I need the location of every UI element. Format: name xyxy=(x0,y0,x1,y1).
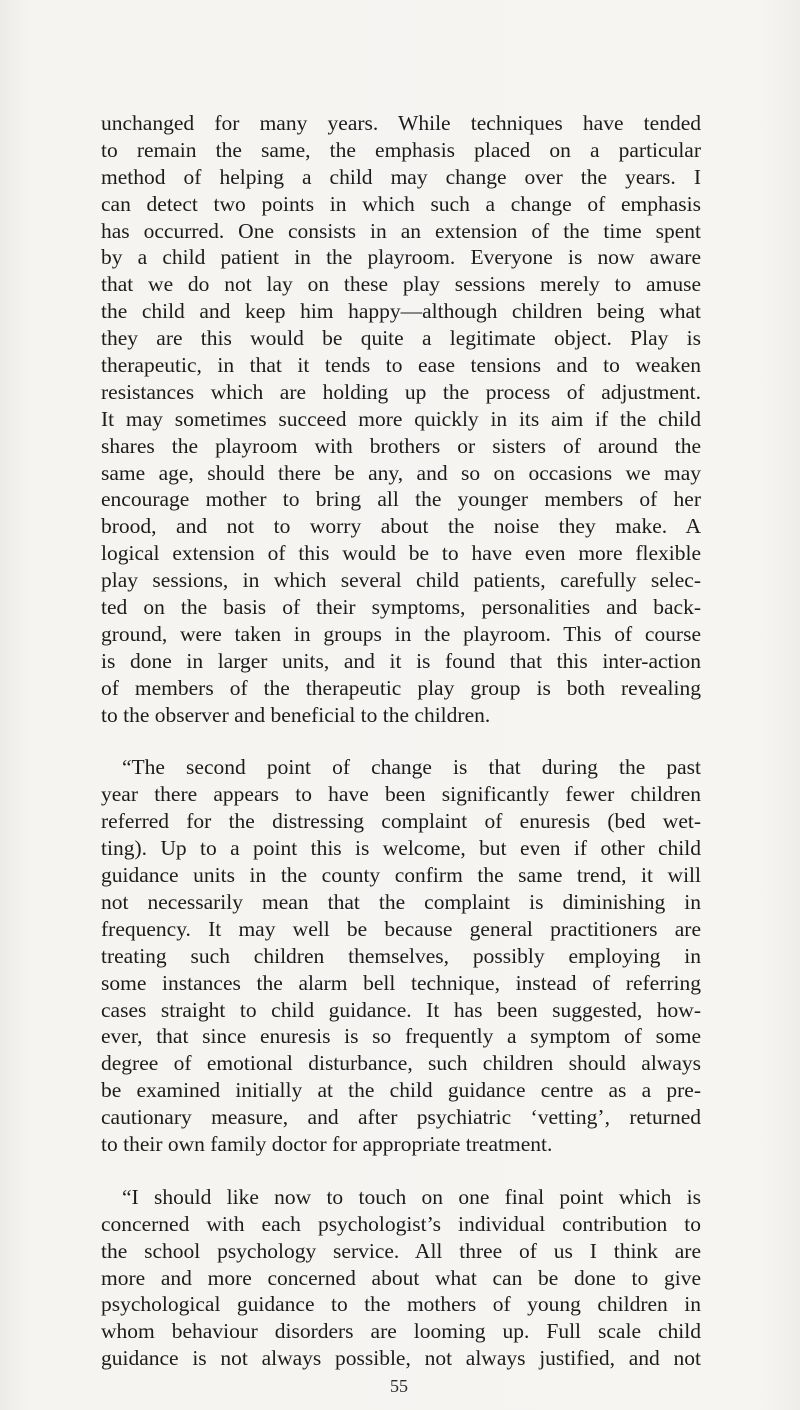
text-line: It may sometimes succeed more quickly in its aim if the child xyxy=(101,406,701,431)
text-line: has occurred. One consists in an extension of the time spent xyxy=(101,218,701,243)
text-line: is done in larger units, and it is found that this inter-action xyxy=(101,648,701,673)
text-line: can detect two points in which such a change of emphasis xyxy=(101,191,701,216)
text-line: ground, were taken in groups in the playroom. This of course xyxy=(101,621,701,646)
text-line: be examined initially at the child guidance centre as a pre- xyxy=(101,1078,701,1103)
text-line: more and more concerned about what can be done to give xyxy=(101,1265,701,1290)
page-number: 55 xyxy=(390,1376,408,1396)
text-line: “The second point of change is that during the past xyxy=(122,755,701,780)
paragraph-1 xyxy=(101,110,701,728)
text-line: cases straight to child guidance. It has been suggested, how- xyxy=(101,997,701,1022)
text-line: to their own family doctor for appropriate treatment. xyxy=(101,1131,553,1156)
text-line: resistances which are holding up the process of adjustment. xyxy=(101,379,701,404)
text-line: encourage mother to bring all the younger members of her xyxy=(101,487,701,512)
paragraph-3 xyxy=(101,1184,701,1372)
text-line: to remain the same, the emphasis placed on a particular xyxy=(101,137,701,162)
text-line: same age, should there be any, and so on occasions we may xyxy=(101,460,701,485)
text-line: that we do not lay on these play sessions merely to amuse xyxy=(101,272,701,297)
text-line: of members of the therapeutic play group is both revealing xyxy=(101,675,701,700)
text-line: concerned with each psychologist’s individual contribution to xyxy=(101,1211,701,1236)
text-line: by a child patient in the playroom. Everyone is now aware xyxy=(101,245,701,270)
text-line: they are this would be quite a legitimate object. Play is xyxy=(101,326,701,351)
text-line: treating such children themselves, possibly employing in xyxy=(101,943,701,968)
text-line: the child and keep him happy—although children being what xyxy=(101,299,701,324)
text-line: ted on the basis of their symptoms, personalities and back- xyxy=(101,595,701,620)
text-line: therapeutic, in that it tends to ease tensions and to weaken xyxy=(101,353,701,378)
text-line: ever, that since enuresis is so frequently a symptom of some xyxy=(101,1024,701,1049)
text-line: the school psychology service. All three of us I think are xyxy=(101,1238,701,1263)
text-line: method of helping a child may change over the years. I xyxy=(101,164,701,189)
body-text xyxy=(101,110,701,1372)
text-line: cautionary measure, and after psychiatric ‘vetting’, returned xyxy=(101,1105,701,1130)
text-line: to the observer and beneficial to the children. xyxy=(101,702,491,727)
text-line: logical extension of this would be to have even more flexible xyxy=(101,541,701,566)
text-line: degree of emotional disturbance, such children should always xyxy=(101,1051,701,1076)
text-line: unchanged for many years. While techniques have tended xyxy=(101,111,701,135)
text-line: frequency. It may well be because general practitioners are xyxy=(101,916,701,941)
text-line: guidance units in the county confirm the same trend, it will xyxy=(101,863,701,888)
text-line: not necessarily mean that the complaint is diminishing in xyxy=(101,889,701,914)
paragraph-2 xyxy=(101,754,701,1157)
text-line: some instances the alarm bell technique, instead of referring xyxy=(101,970,701,995)
text-line: “I should like now to touch on one final point which is xyxy=(122,1184,701,1209)
text-line: brood, and not to worry about the noise they make. A xyxy=(101,514,701,539)
text-line: psychological guidance to the mothers of young children in xyxy=(101,1292,701,1317)
text-line: whom behaviour disorders are looming up. Full scale child xyxy=(101,1319,701,1344)
text-line: play sessions, in which several child patients, carefully selec- xyxy=(101,568,701,593)
text-line: shares the playroom with brothers or sisters of around the xyxy=(101,433,701,458)
text-line: year there appears to have been significantly fewer children xyxy=(101,782,701,807)
text-line: referred for the distressing complaint of enuresis (bed wet- xyxy=(101,809,701,834)
text-line: guidance is not always possible, not always justified, and not xyxy=(101,1346,701,1371)
text-line: ting). Up to a point this is welcome, but even if other child xyxy=(101,836,701,861)
